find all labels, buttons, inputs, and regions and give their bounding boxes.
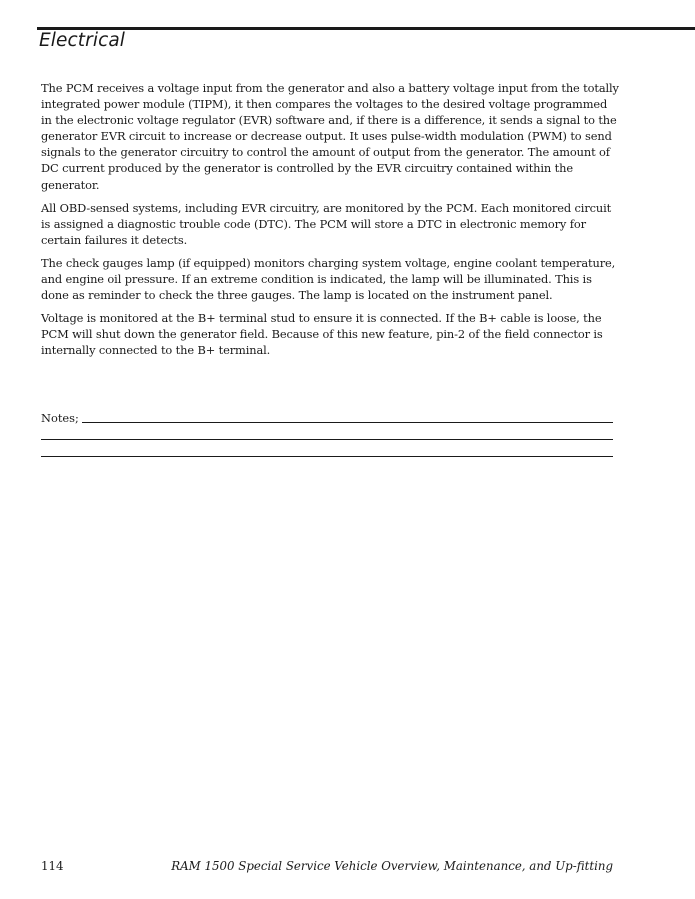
paragraph-generator-regulation: The PCM receives a voltage input from the generator and also a battery voltage input from the totally integrated power module (TIPM), it then compares the voltages to the desired voltage programmed in the electronic voltage regulator (EVR) software and, if there is a difference, it sends a signal to the generator EVR circuit to increase or decrease output. It uses pulse-width modulation (PWM) to send signals to the generator circuitry to control the amount of output from the generator. The amount of DC current produced by the generator is controlled by the EVR circuitry contained within the generator. <box>41 81 619 192</box>
notes-line <box>41 425 613 442</box>
page-number: 114 <box>41 859 64 873</box>
page-footer <box>41 859 613 873</box>
section-title: Electrical <box>39 30 126 51</box>
notes-rule <box>41 456 613 457</box>
notes-line <box>41 408 613 425</box>
notes-section <box>41 408 613 459</box>
paragraph-check-gauges-lamp: The check gauges lamp (if equipped) monitors charging system voltage, engine coolant temperature, and engine oil pressure. If an extreme condition is indicated, the lamp will be illuminated. This is done as reminder to check the three gauges. The lamp is located on the instrument panel. <box>41 255 616 303</box>
paragraph-obd-monitoring: All OBD-sensed systems, including EVR circuitry, are monitored by the PCM. Each monitored circuit is assigned a diagnostic trouble code (DTC). The PCM will store a DTC in electronic memory for certain failures it detects. <box>41 200 612 247</box>
notes-rule <box>82 422 613 423</box>
notes-label: Notes; <box>41 411 83 425</box>
document-title: RAM 1500 Special Service Vehicle Overview, Maintenance, and Up-fitting <box>171 859 613 873</box>
notes-line <box>41 442 613 459</box>
header-rule <box>37 27 695 30</box>
notes-rule <box>41 439 613 440</box>
paragraph-b-plus-terminal: Voltage is monitored at the B+ terminal stud to ensure it is connected. If the B+ cable is loose, the PCM will shut down the generator field. Because of this new feature, pin-2 of the field connector is internally connected to the B+ terminal. <box>41 311 603 358</box>
body-text <box>41 80 621 366</box>
